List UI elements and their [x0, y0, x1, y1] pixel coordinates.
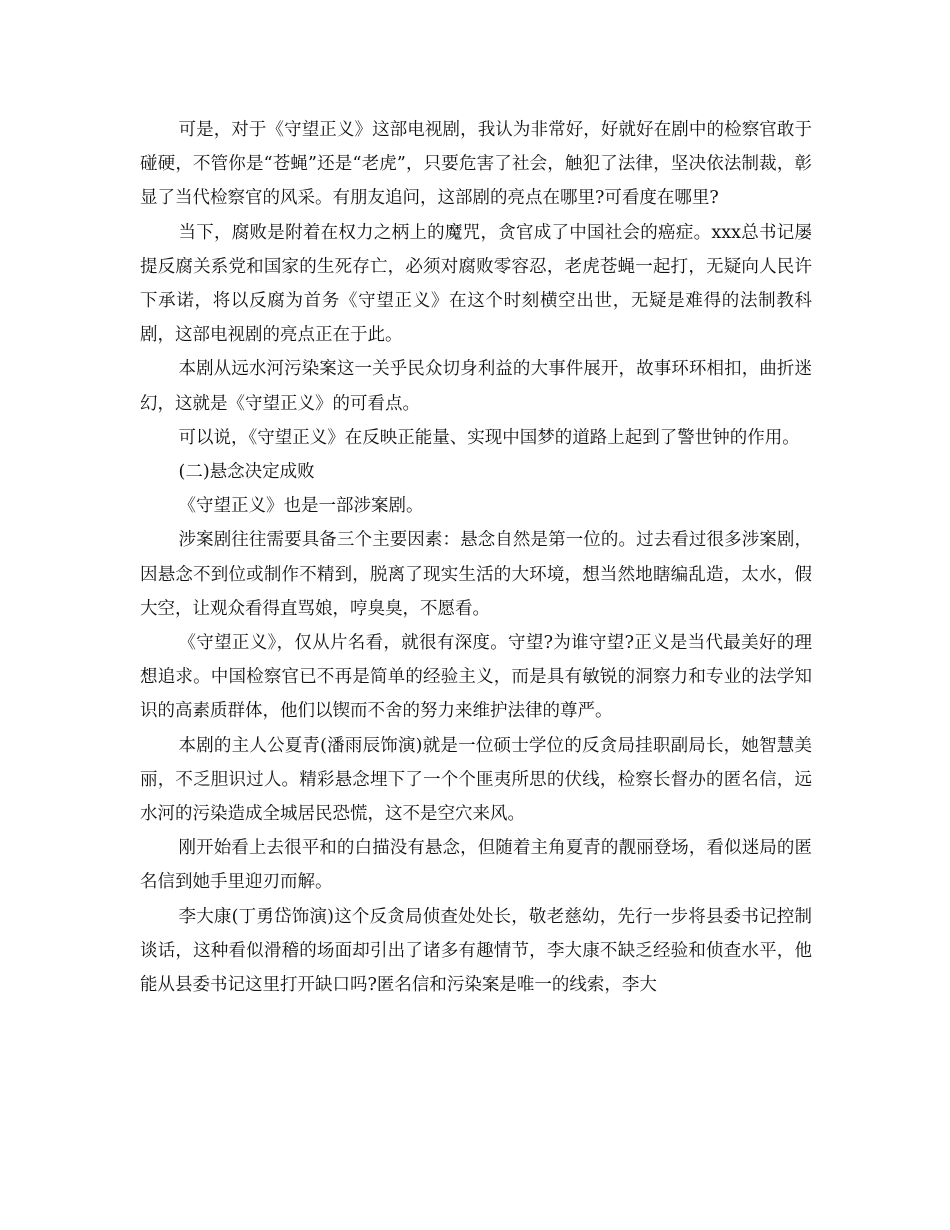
paragraph-10: 李大康(丁勇岱饰演)这个反贪局侦查处处长，敬老慈幼，先行一步将县委书记控制谈话，这种看似滑稽的场面却引出了诸多有趣情节，李大康不缺乏经验和侦查水平，他能从县委书记这里打开缺口吗?匿名信和污染案是唯一的线索，李大	[140, 906, 812, 996]
paragraph-6: 涉案剧往往需要具备三个主要因素：悬念自然是第一位的。过去看过很多涉案剧，因悬念不到位或制作不精到，脱离了现实生活的大环境，想当然地瞎编乱造，太水，假大空，让观众看得直骂娘，哼臭臭，不愿看。	[140, 530, 812, 619]
paragraph-3: 本剧从远水河污染案这一关乎民众切身利益的大事件展开，故事环环相扣，曲折迷幻，这就是《守望正义》的可看点。	[140, 359, 812, 414]
paragraph-2: 当下，腐败是附着在权力之柄上的魔咒，贪官成了中国社会的癌症。xxx总书记屡提反腐关系党和国家的生死存亡，必须对腐败零容忍，老虎苍蝇一起打，无疑向人民许下承诺，将以反腐为首务《守望正义》在这个时刻横空出世，无疑是难得的法制教科剧，这部电视剧的亮点正在于此。	[140, 222, 812, 346]
paragraph-9: 刚开始看上去很平和的白描没有悬念，但随着主角夏青的靓丽登场，看似迷局的匿名信到她手里迎刃而解。	[140, 838, 812, 893]
paragraph-1: 可是，对于《守望正义》这部电视剧，我认为非常好，好就好在剧中的检察官敢于碰硬，不管你是“苍蝇”还是“老虎”，只要危害了社会，触犯了法律，坚决依法制裁，彰显了当代检察官的风采。有朋友追问，这部剧的亮点在哪里?可看度在哪里?	[140, 120, 812, 209]
document-body	[140, 113, 812, 1002]
paragraph-5: 《守望正义》也是一部涉案剧。	[178, 496, 424, 517]
paragraph-4: 可以说，《守望正义》在反映正能量、实现中国梦的道路上起到了警世钟的作用。	[178, 427, 800, 448]
paragraph-8: 本剧的主人公夏青(潘雨辰饰演)就是一位硕士学位的反贪局挂职副局长，她智慧美丽，不乏胆识过人。精彩悬念埋下了一个个匪夷所思的伏线，检察长督办的匿名信，远水河的污染造成全城居民恐慌，这不是空穴来风。	[140, 735, 812, 825]
section-heading: (二)悬念决定成败	[178, 462, 315, 483]
paragraph-7: 《守望正义》，仅从片名看，就很有深度。守望?为谁守望?正义是当代最美好的理想追求。中国检察官已不再是简单的经验主义，而是具有敏锐的洞察力和专业的法学知识的高素质群体，他们以锲而不舍的努力来维护法律的尊严。	[140, 633, 812, 722]
